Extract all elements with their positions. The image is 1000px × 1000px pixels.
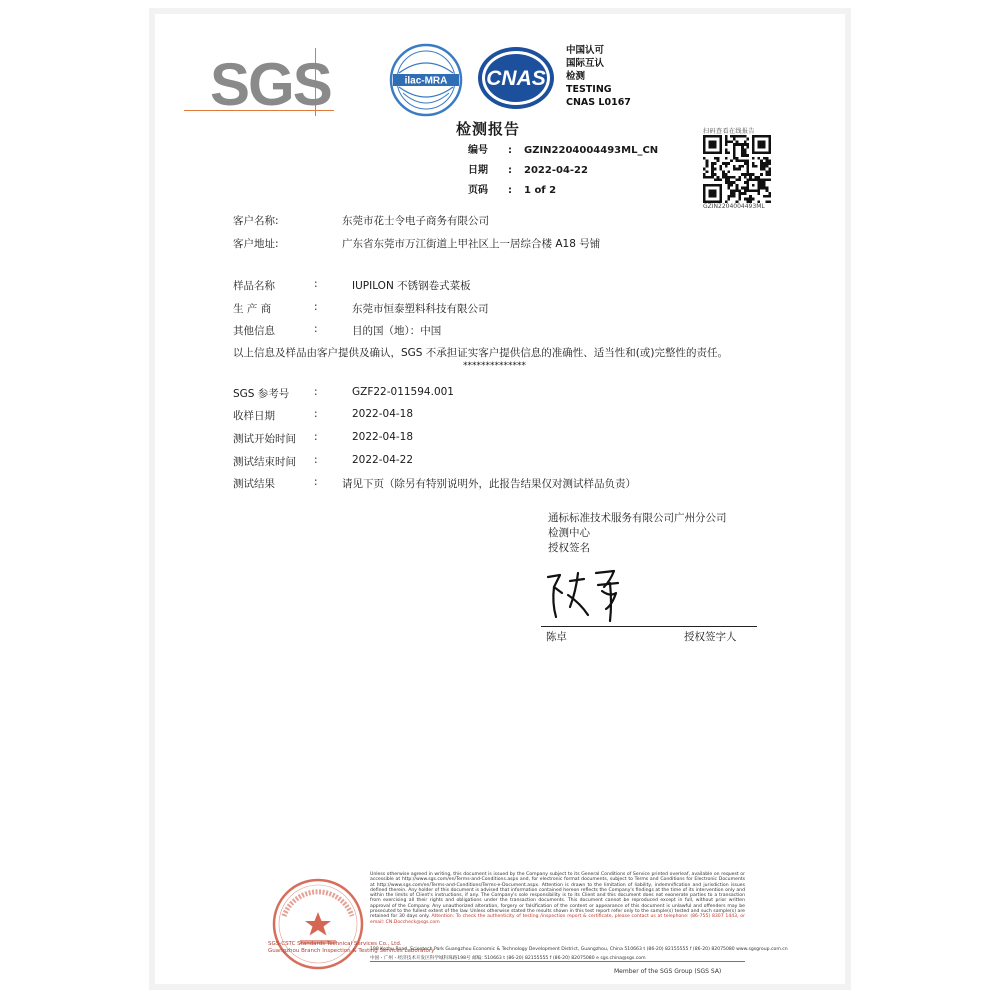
- qr-caption: 扫码查看在线报告: [703, 128, 756, 135]
- report-number-label: 编号: [468, 145, 488, 156]
- seal-caption-line: Guangzhou Branch Inspection & Testing Services Laboratory: [268, 948, 435, 954]
- colon: :: [314, 301, 318, 313]
- report-page: 1 of 2: [524, 185, 557, 196]
- issuer-department: 检测中心: [548, 527, 590, 539]
- received-date-label: 收样日期: [233, 410, 275, 422]
- report-date: 2022-04-22: [524, 165, 588, 176]
- sgs-ref-label: SGS 参考号: [233, 388, 290, 400]
- test-result: 请见下页（除另有特别说明外，此报告结果仅对测试样品负责）: [342, 478, 636, 490]
- qr-report-number: GZIN2204004493ML: [703, 203, 765, 210]
- test-start-date: 2022-04-18: [352, 431, 414, 443]
- authorized-signature-label: 授权签名: [548, 542, 590, 554]
- issuer-company: 通标标准技术服务有限公司广州分公司: [548, 512, 727, 524]
- terms-text: Unless otherwise agreed in writing, this document is issued by the Company subject to its General Conditions of Service printed overleaf, available on request or accessible at http://www.sgs.com/en/Terms-and-Conditions.aspx and, for electronic format documents, subject to Terms and Conditions for Electronic Documents at http://www.sgs.com/en/Terms-and-Conditions/Terms-e-Document.aspx. Attention is drawn to the limitation of liability, indemnification and jurisdiction issues defined therein. Any holder of this document is advised that information contained hereon reflects the Company's findings at the time of its intervention only and within the limits of Client's instructions, if any. The Company's sole responsibility is to its Client and this document does not exonerate parties to a transaction from exercising all their rights and obligations under the transaction documents. This document cannot be reproduced except in full, without prior written approval of the Company. Any unauthorized alteration, forgery or falsification of the content or appearance of this document is unlawful and offenders may be prosecuted to the fullest extent of the law. Unless otherwise stated the results shown in this test report refer only to the sample(s) tested and such sample(s) are retained for 30 days only.: [370, 872, 745, 920]
- issuer-block: [548, 511, 727, 556]
- cnas-info-line: CNAS L0167: [566, 97, 631, 108]
- signature-line: [541, 626, 757, 627]
- sgs-ref: GZF22-011594.001: [352, 386, 454, 398]
- address-english: 198 Kezhu Road, Scientech Park Guangzhou Economic & Technology Development District, Guangzhou, China 510663 t (86-20) 82155555 f (86-20) 82075080 www.sgsgroup.com.cn: [370, 947, 788, 952]
- colon: :: [508, 145, 512, 156]
- client-address: 广东省东莞市万江街道上甲社区上一居综合楼 A18 号铺: [342, 238, 601, 250]
- sample-name: IUPILON 不锈钢卷式菜板: [352, 280, 471, 292]
- cnas-accreditation-info: [566, 44, 631, 109]
- report-date-label: 日期: [468, 165, 488, 176]
- qr-code-icon[interactable]: [703, 135, 771, 203]
- report-number: GZIN2204004493ML_CN: [524, 145, 659, 156]
- report-date-row: [468, 161, 588, 176]
- ilac-mra-logo-icon: [389, 43, 463, 117]
- report-title: 检测报告: [456, 120, 521, 138]
- cnas-info-line: TESTING: [566, 84, 612, 95]
- handwritten-signature: [540, 563, 630, 625]
- separator: **************: [463, 361, 526, 371]
- signer-title: 授权签字人: [684, 631, 737, 643]
- colon: :: [314, 454, 318, 466]
- colon: :: [314, 431, 318, 443]
- report-page-row: [468, 181, 556, 196]
- terms-and-conditions: [370, 872, 745, 925]
- colon: :: [508, 165, 512, 176]
- other-info-label: 其他信息: [233, 325, 275, 337]
- colon: :: [314, 476, 318, 488]
- company-seal-stamp: [270, 876, 366, 972]
- test-end-label: 测试结束时间: [233, 456, 296, 468]
- colon: :: [314, 323, 318, 335]
- footer-rule: [370, 961, 745, 962]
- address-chinese: 中国・广州・经济技术开发区科学城科珠路198号 邮编: 510663 t (86-20) 82155555 f (86-20) 82075080 e sgs.china@sgs.com: [370, 956, 646, 961]
- colon: :: [314, 408, 318, 420]
- cnas-logo-icon: [476, 45, 556, 111]
- cnas-info-line: 中国认可: [566, 45, 605, 56]
- cnas-info-line: 国际互认: [566, 58, 605, 69]
- svg-text:CNAS: CNAS: [486, 67, 546, 90]
- client-name-label: 客户名称:: [233, 215, 279, 227]
- report-page-label: 页码: [468, 185, 488, 196]
- svg-text:ilac-MRA: ilac-MRA: [404, 75, 448, 87]
- manufacturer: 东莞市恒泰塑料科技有限公司: [352, 303, 489, 315]
- authenticity-notice: Attention: To check the authenticity of testing /inspection report & certificate, please contact us at telephone: (86-755) 8307 1443, or email: CN.Doccheck@sgs.com: [370, 914, 745, 925]
- cnas-info-line: 检测: [566, 71, 586, 82]
- client-name: 东莞市花士令电子商务有限公司: [342, 215, 489, 227]
- sample-name-label: 样品名称: [233, 280, 275, 292]
- test-result-label: 测试结果: [233, 478, 275, 490]
- colon: :: [508, 185, 512, 196]
- signer-name: 陈卓: [546, 631, 567, 643]
- test-start-label: 测试开始时间: [233, 433, 296, 445]
- other-info: 目的国（地）：中国: [352, 325, 442, 337]
- report-number-row: [468, 141, 658, 156]
- sgs-logo: SGS: [210, 51, 331, 118]
- seal-caption-line: SGS-CSTC Standards Technical Services Co., Ltd.: [268, 941, 402, 947]
- member-of-sgs-group: Member of the SGS Group (SGS SA): [614, 968, 722, 975]
- received-date: 2022-04-18: [352, 408, 414, 420]
- client-address-label: 客户地址:: [233, 238, 279, 250]
- colon: :: [314, 278, 318, 290]
- test-end-date: 2022-04-22: [352, 454, 414, 466]
- disclaimer: 以上信息及样品由客户提供及确认，SGS 不承担证实客户提供信息的准确性、适当性和(或)完整性的责任。: [233, 347, 728, 359]
- colon: :: [314, 386, 318, 398]
- manufacturer-label: 生 产 商: [233, 303, 272, 315]
